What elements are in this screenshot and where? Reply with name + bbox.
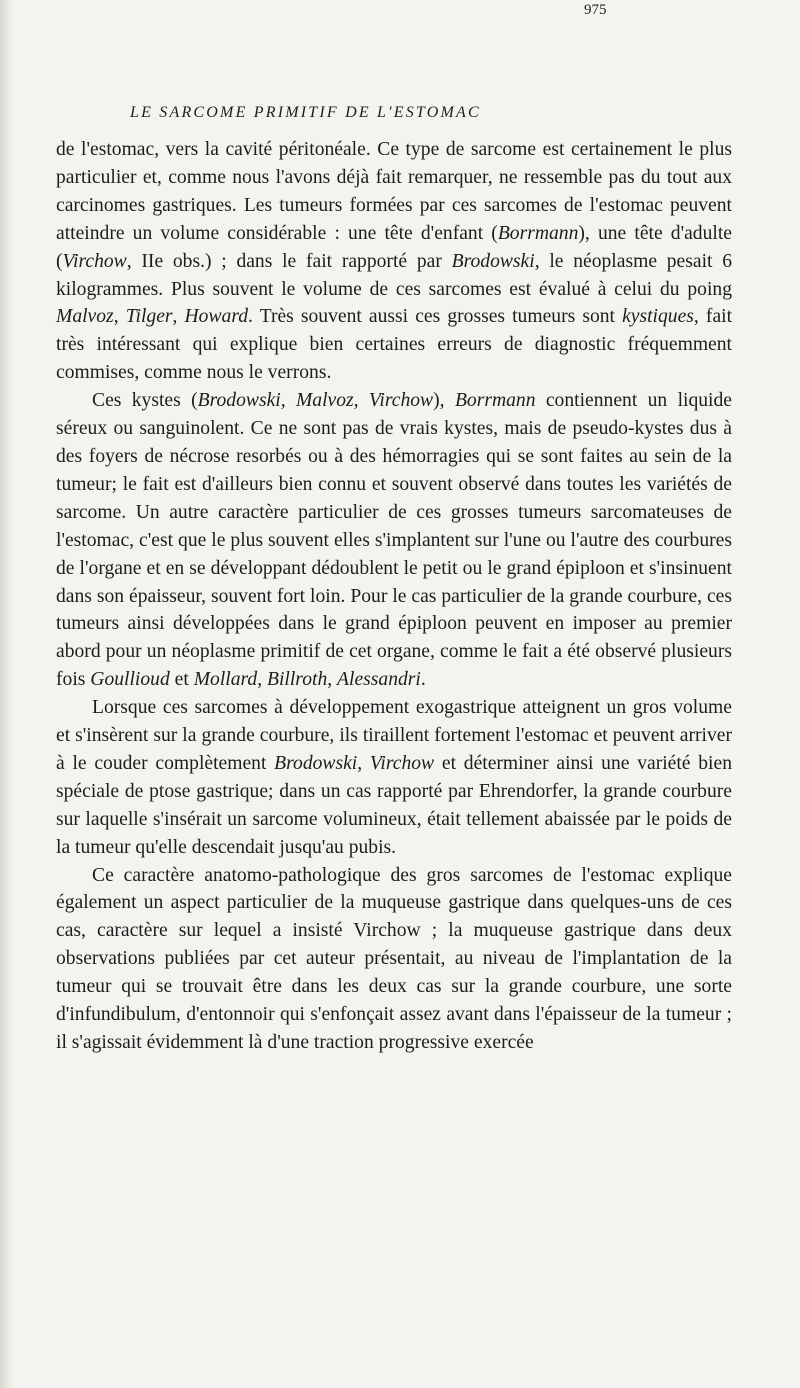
text-run: de l'estomac, vers la cavité péritonéale. Ce type de sarcome est certainement le plus particulier et, comme nous l'avons déjà fait remarquer, ne ressemble pas du tout aux carcinomes gastriques. Les tumeurs formées par ces sarcomes de l'estomac peuvent atteindre un volume considérable : une tête d'enfant ( bbox=[56, 139, 732, 244]
italic-name: Virchow bbox=[62, 250, 127, 272]
text-run: Ce caractère anatomo-pathologique des gros sarcomes de l'estomac explique également un aspect particulier de la muqueuse gastrique dans quelques-uns de ces cas, caractère sur lequel a insisté Virchow ; la muqueuse gastrique dans deux observations publiées par cet auteur présentait, au niveau de l'implantation de la tumeur qui se trouvait être dans les deux cas sur la grande courbure, une sorte d'infundibulum, d'entonnoir qui s'enfonçait assez avant dans l'épaisseur de la tumeur ; il s'agissait évidemment là d'une traction progressive exercée bbox=[56, 864, 732, 1053]
text-run: Lorsque ces sarcomes à développement exogastrique atteignent un gros volume et s'insèrent sur la grande courbure, ils tiraillent fortement l'estomac et peuvent arriver à le couder complètement bbox=[56, 697, 732, 774]
italic-name: Brodowski bbox=[274, 752, 358, 774]
italic-name: Borrmann bbox=[497, 222, 579, 244]
italic-name: Borrmann bbox=[454, 390, 536, 412]
page-edge-shadow bbox=[0, 0, 14, 1388]
text-run: , le néoplasme pesait 6 kilogrammes. Plus souvent le volume de ces sarcomes est évalué à celui du poing bbox=[56, 250, 732, 300]
italic-name: Alessandri bbox=[337, 669, 421, 691]
paragraph-2 bbox=[56, 387, 732, 694]
paragraph-1 bbox=[56, 136, 732, 387]
text-run: , bbox=[357, 752, 370, 774]
text-run: , bbox=[113, 306, 126, 328]
text-run: et déterminer ainsi une variété bien spéciale de ptose gastrique; dans un cas rapporté par Ehrendorfer, la grande courbure sur laquelle s'insérait un sarcome volumineux, était tellement abaissée par le poids de la tumeur qu'elle descendait jusqu'au pubis. bbox=[56, 752, 732, 858]
text-run: , IIe obs.) ; dans le fait rapporté par bbox=[126, 250, 452, 272]
text-run: ), une tête d'adulte ( bbox=[56, 222, 732, 272]
text-run: contiennent un liquide séreux ou sanguinolent. Ce ne sont pas de vrais kystes, mais de pseudo-kystes dus à des foyers de nécrose resorbés ou à des hémorragies qui se sont faites au sein de la tumeur; le fait est d'ailleurs bien connu et souvent observé dans toutes les variétés de sarcome. Un autre caractère particulier de ces grosses tumeurs sarcomateuses de l'estomac, c'est que le plus souvent elles s'implantent sur l'une ou l'autre des courbures de l'organe et en se développant dédoublent le petit ou le grand épiploon et s'insinuent dans son épaisseur, souvent fort loin. Pour le cas particulier de la grande courbure, ces tumeurs ainsi développées dans le grand épiploon peuvent en imposer au premier abord pour un néoplasme primitif de cet organe, comme le fait a été observé plusieurs fois bbox=[56, 390, 732, 691]
running-title: LE SARCOME PRIMITIF DE L'ESTOMAC bbox=[130, 104, 481, 121]
italic-name: Tilger bbox=[125, 306, 173, 328]
text-run: . bbox=[420, 669, 426, 691]
body-text bbox=[56, 136, 732, 1057]
page-header bbox=[130, 2, 630, 134]
italic-name: Virchow bbox=[369, 752, 435, 774]
paragraph-3 bbox=[56, 694, 732, 861]
italic-name: Brodowski, Malvoz, Virchow bbox=[197, 390, 434, 412]
text-run: et bbox=[169, 669, 194, 691]
italic-name: Mollard bbox=[193, 669, 258, 691]
text-run: , bbox=[172, 306, 185, 328]
text-run: . Très souvent aussi ces grosses tumeurs sont bbox=[248, 306, 623, 328]
italic-name: Malvoz bbox=[56, 306, 114, 328]
italic-name: Howard bbox=[184, 306, 249, 328]
italic-name: kystiques bbox=[622, 306, 694, 328]
italic-name: Billroth bbox=[267, 669, 328, 691]
text-run: , bbox=[257, 669, 267, 691]
italic-name: Goullioud bbox=[90, 669, 170, 691]
text-run: Ces kystes ( bbox=[92, 390, 198, 412]
text-run: , fait très intéressant qui explique bien certaines erreurs de diagnostic fréquemment commises, comme nous le verrons. bbox=[56, 306, 733, 384]
italic-name: Brodowski bbox=[451, 250, 535, 272]
text-run: ), bbox=[433, 390, 455, 412]
text-run: , bbox=[327, 669, 338, 691]
paragraph-4 bbox=[56, 862, 732, 1057]
page-number: 975 bbox=[584, 2, 607, 18]
